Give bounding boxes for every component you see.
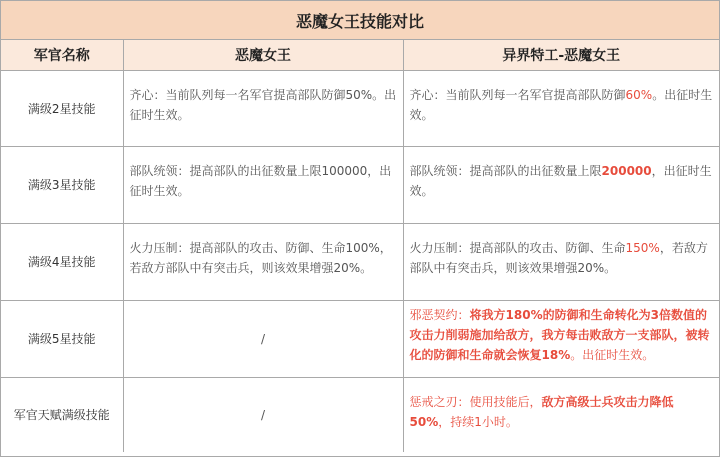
right-text-a: 齐心：当前队列每一名军官提高部队防御 (409, 87, 626, 102)
header-otherworld-agent: 异界特工-恶魔女王 (403, 40, 719, 70)
left-desc-empty: / (123, 377, 403, 452)
table-row (1, 70, 719, 146)
right-highlight: 将我方180%的防御和生命转化为3倍数值的攻击力削弱施加给敌方，我方每击败敌方一支部队，被转化的防御和生命就会恢复18% (409, 307, 710, 362)
table-row (1, 223, 719, 300)
header-officer-name: 军官名称 (1, 40, 123, 70)
right-desc (403, 70, 719, 146)
table-row (1, 300, 719, 377)
left-desc: 火力压制：提高部队的攻击、防御、生命100%，若敌方部队中有突击兵，则该效果增强20%。 (123, 223, 403, 300)
row-name: 满级4星技能 (1, 223, 123, 300)
header-row (1, 40, 719, 70)
right-text-b: 。出征时生效。 (409, 87, 713, 122)
table-row (1, 146, 719, 223)
right-text-b: 。出征时生效。 (570, 347, 655, 362)
row-name: 满级5星技能 (1, 300, 123, 377)
right-text-b: ，出征时生效。 (409, 163, 712, 198)
header-demon-queen: 恶魔女王 (123, 40, 403, 70)
table-row (1, 377, 719, 452)
right-text-a: 惩戒之刃：使用技能后， (409, 394, 542, 409)
right-text-a: 火力压制：提高部队的攻击、防御、生命 (409, 240, 626, 255)
left-desc-empty: / (123, 300, 403, 377)
right-highlight: 敌方高级士兵攻击力降低50% (409, 394, 674, 429)
right-text-b: ，持续1小时。 (438, 414, 518, 429)
table-title: 恶魔女王技能对比 (1, 1, 719, 40)
right-text-a: 部队统领：提高部队的出征数量上限 (409, 163, 602, 178)
right-desc (403, 300, 719, 377)
right-highlight: 150% (625, 240, 660, 255)
left-desc: 部队统领：提高部队的出征数量上限100000，出征时生效。 (123, 146, 403, 223)
right-text-a: 邪恶契约： (409, 307, 470, 322)
right-desc (403, 146, 719, 223)
left-desc: 齐心：当前队列每一名军官提高部队防御50%。出征时生效。 (123, 70, 403, 146)
right-highlight: 60% (625, 87, 653, 102)
right-text-b: ，若敌方部队中有突击兵，则该效果增强20%。 (409, 240, 708, 275)
right-highlight: 200000 (601, 163, 652, 178)
right-desc (403, 377, 719, 452)
row-name: 满级2星技能 (1, 70, 123, 146)
row-name: 军官天赋满级技能 (1, 377, 123, 452)
row-name: 满级3星技能 (1, 146, 123, 223)
skill-comparison-table (1, 40, 719, 452)
right-desc (403, 223, 719, 300)
